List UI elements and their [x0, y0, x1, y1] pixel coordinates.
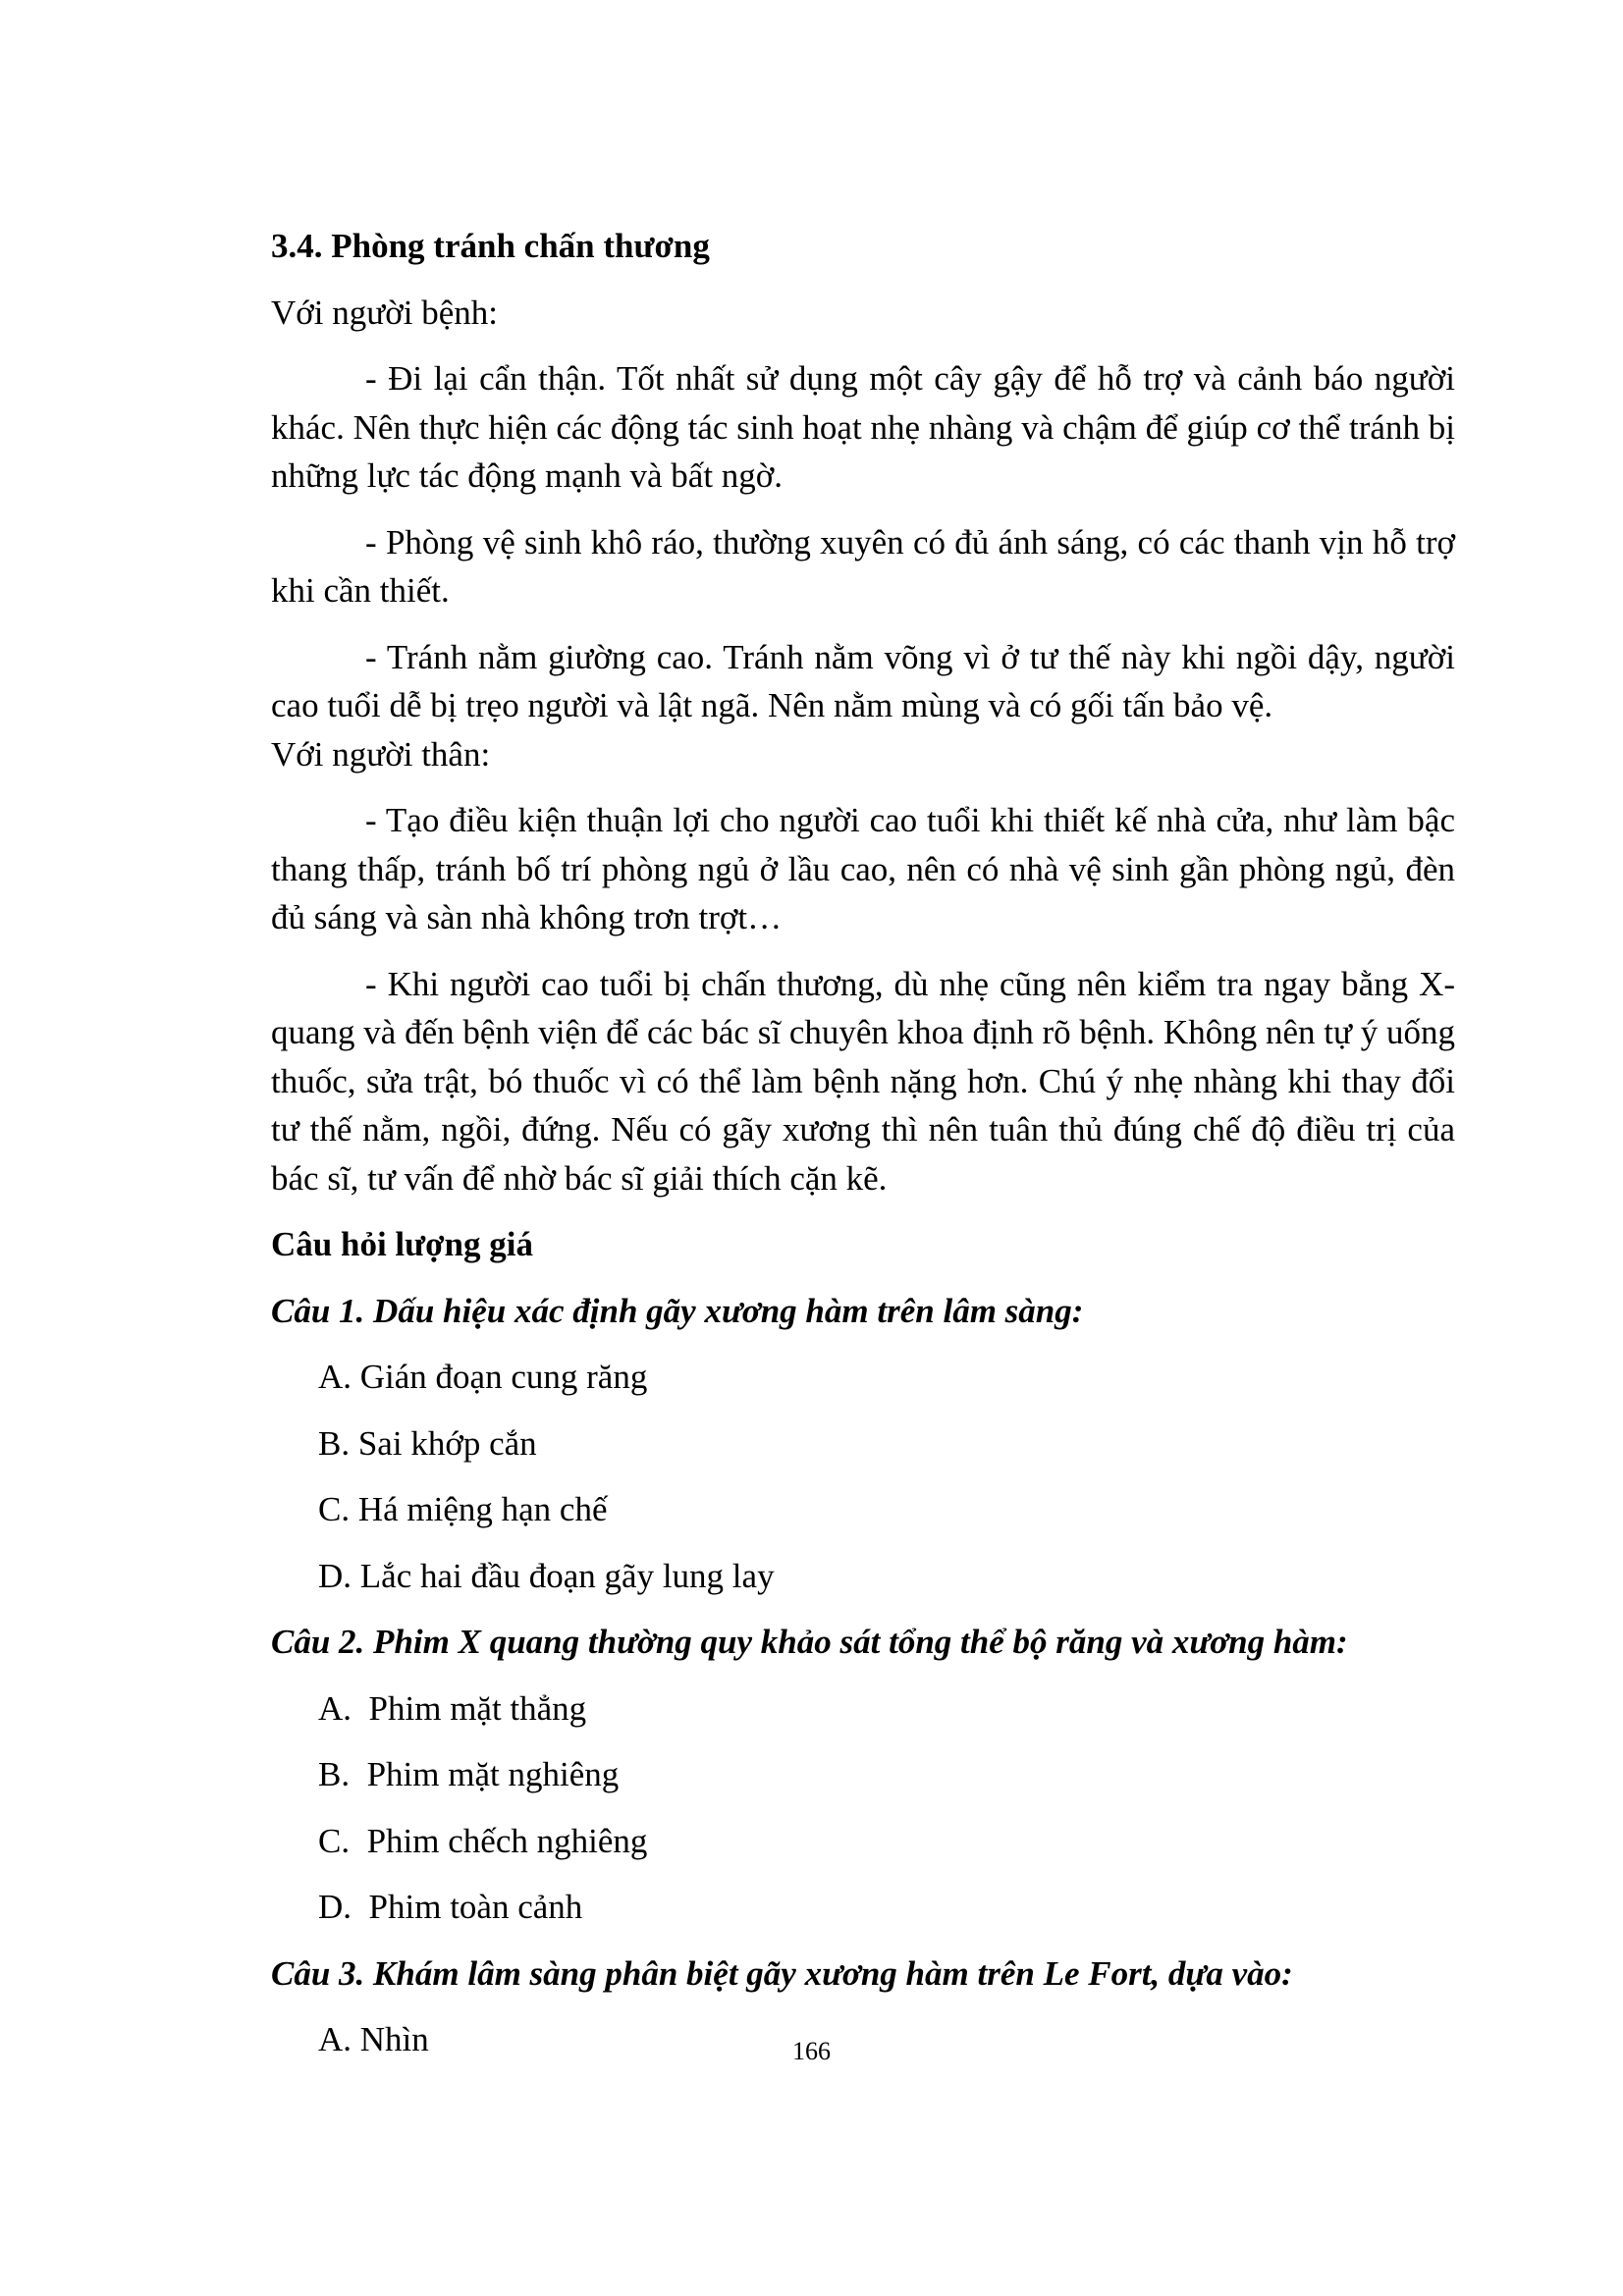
question-3-option-a: A. Nhìn	[318, 2020, 429, 2058]
patient-item-2: - Phòng vệ sinh khô ráo, thường xuyên có đủ ánh sáng, có các thanh vịn hỗ trợ khi cần thiết.	[271, 522, 1455, 610]
quiz-title: Câu hỏi lượng giá	[271, 1225, 533, 1263]
question-2-option-d: D. Phim toàn cảnh	[318, 1888, 583, 1926]
patient-item-3: - Tránh nằm giường cao. Tránh nằm võng vì ở tư thế này khi ngồi dậy, người cao tuổi dễ bị trẹo người và lật ngã. Nên nằm mùng và có gối tấn bảo vệ.	[271, 637, 1455, 724]
question-3-prompt: Câu 3. Khám lâm sàng phân biệt gãy xương hàm trên Le Fort, dựa vào:	[271, 1953, 1293, 1993]
document-page	[271, 222, 1455, 2082]
question-2-option-c: C. Phim chếch nghiêng	[318, 1821, 648, 1860]
question-1-option-b: B. Sai khớp cắn	[318, 1423, 537, 1463]
question-1-prompt: Câu 1. Dấu hiệu xác định gãy xương hàm trên lâm sàng:	[271, 1291, 1084, 1330]
question-2-prompt: Câu 2. Phim X quang thường quy khảo sát tổng thể bộ răng và xương hàm:	[271, 1623, 1348, 1661]
page-number: 166	[792, 2037, 831, 2065]
question-2-option-a: A. Phim mặt thẳng	[318, 1688, 587, 1728]
question-1-option-c: C. Há miệng hạn chế	[318, 1490, 608, 1528]
family-item-2: - Khi người cao tuổi bị chấn thương, dù nhẹ cũng nên kiểm tra ngay bằng X-quang và đến bệnh viện để các bác sĩ chuyên khoa định rõ bệnh. Không nên tự ý uống thuốc, sửa trật, bó thuốc vì có thể làm bệnh nặng hơn. Chú ý nhẹ nhàng khi thay đổi tư thế nằm, ngồi, đứng. Nếu có gãy xương thì nên tuân thủ đúng chế độ điều trị của bác sĩ, tư vấn để nhờ bác sĩ giải thích cặn kẽ.	[271, 964, 1455, 1198]
question-1-option-d: D. Lắc hai đầu đoạn gãy lung lay	[318, 1556, 775, 1595]
patient-item-1: - Đi lại cẩn thận. Tốt nhất sử dụng một cây gậy để hỗ trợ và cảnh báo người khác. Nên thực hiện các động tác sinh hoạt nhẹ nhàng và chậm để giúp cơ thể tránh bị những lực tác động mạnh và bất ngờ.	[271, 359, 1455, 495]
patient-label: Với người bệnh:	[271, 293, 498, 332]
section-heading: 3.4. Phòng tránh chấn thương	[271, 227, 710, 265]
family-item-1: - Tạo điều kiện thuận lợi cho người cao tuổi khi thiết kế nhà cửa, như làm bậc thang thấp, tránh bố trí phòng ngủ ở lầu cao, nên có nhà vệ sinh gần phòng ngủ, đèn đủ sáng và sàn nhà không trơn trợt…	[271, 801, 1455, 936]
question-2-option-b: B. Phim mặt nghiêng	[318, 1755, 620, 1793]
question-1-option-a: A. Gián đoạn cung răng	[318, 1358, 648, 1396]
family-label: Với người thân:	[271, 734, 491, 774]
